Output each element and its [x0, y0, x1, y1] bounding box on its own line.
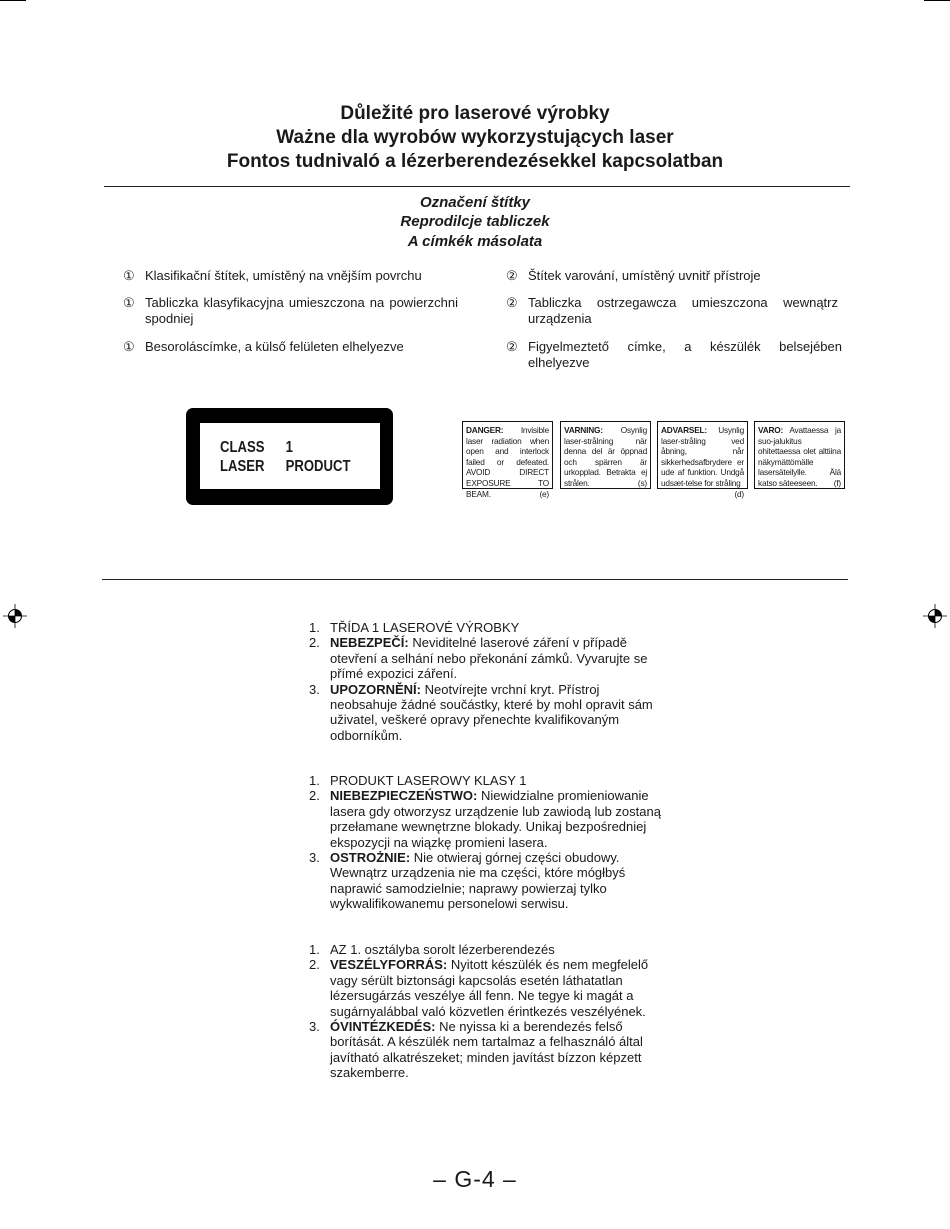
item-body: Neotvírejte vrchní kryt. Přístroj neobsahuje žádné součástky, které by mohl opravit sám uživatel, veškeré opravy přenechte kvalifikovaným odborníkům. — [330, 681, 653, 743]
item-bold: NIEBEZPIECZEŃSTWO: — [330, 788, 478, 804]
class-1-label — [200, 423, 380, 489]
warning-label-swedish — [560, 421, 651, 489]
circled-number: ① — [123, 268, 135, 283]
item-text — [330, 1019, 661, 1081]
label-item-text: Tabliczka klasyfikacyjna umieszczona na powierzchni spodniej — [145, 295, 458, 326]
warning-label-finnish — [754, 421, 845, 489]
list-item — [309, 957, 661, 1019]
label-item-text: Besoroláscímke, a külső felületen elhelyezve — [145, 339, 404, 354]
warning-label-danish — [657, 421, 748, 499]
item-body: TŘÍDA 1 LASEROVÉ VÝROBKY — [330, 620, 520, 635]
label-item-right-3 — [506, 339, 842, 371]
item-body: PRODUKT LASEROWY KLASY 1 — [330, 773, 527, 788]
label-item-left-3 — [123, 339, 458, 355]
circled-number: ② — [506, 268, 518, 283]
list-item — [309, 773, 661, 788]
item-number: 3. — [309, 1019, 320, 1035]
circled-number: ② — [506, 339, 518, 354]
circled-number: ① — [123, 295, 135, 310]
item-body: Nyitott készülék és nem megfelelő vagy sérült biztonsági kapcsolás esetén láthatatlan lézersugárzás veszélye áll fenn. Ne tegye ki magát a sugárnyalábbal való közvetlen érintkezés veszélyének. — [330, 957, 649, 1019]
label-item-left-2 — [123, 295, 458, 327]
list-item — [309, 1019, 661, 1081]
label-item-text: Tabliczka ostrzegawcza umieszczona wewnątrz urządzenia — [528, 295, 838, 326]
item-text — [330, 773, 661, 788]
item-text — [330, 850, 661, 912]
item-body: Neviditelné laserové záření v případě otevření a selhání nebo překonání zámků. Vyvarujte se přímé expozici záření. — [330, 635, 648, 682]
item-body: Niewidzialne promieniowanie lasera gdy otworzysz urządzenie lub zawiodą lub zostaną przełamane wewnętrzne blokady. Unikaj bezpośredniej ekspozycji na wiązkę promieni lasera. — [330, 788, 661, 850]
item-number: 2. — [309, 635, 320, 651]
label-item-text: Klasifikační štítek, umístěný na vnějším povrchu — [145, 268, 422, 283]
label-item-text: Štítek varování, umístěný uvnitř přístroje — [528, 268, 761, 283]
item-number: 2. — [309, 957, 320, 973]
class-label-number: 1 — [285, 439, 293, 456]
laser-notice-polish — [309, 773, 661, 912]
item-text — [330, 957, 661, 1019]
list-item — [309, 682, 661, 744]
warning-head: VARNING: — [564, 425, 603, 435]
crop-mark-top-left — [0, 0, 26, 2]
title-divider — [104, 186, 850, 187]
subtitle-polish: Reprodilcje tabliczek — [400, 213, 550, 230]
warning-code: (f) — [833, 477, 841, 488]
item-body: Ne nyissa ki a berendezés felső borítását. A készülék nem tartalmaz a felhasználó által javítható alkatrészeket; minden javítást bízzon képzett szakemberre. — [330, 1019, 643, 1081]
item-number: 1. — [309, 942, 320, 957]
product-label-text: PRODUCT — [285, 458, 351, 475]
laser-label-text: LASER — [220, 458, 265, 475]
warning-code: (s) — [637, 477, 647, 488]
label-item-right-2 — [506, 295, 838, 327]
warning-head: ADVARSEL: — [661, 425, 707, 435]
title-czech: Důležité pro laserové výrobky — [340, 103, 610, 124]
laser-notice-hungarian — [309, 942, 661, 1081]
label-item-left-1 — [123, 268, 458, 284]
warning-head: DANGER: — [466, 425, 504, 435]
list-item — [309, 942, 661, 957]
item-text — [330, 788, 661, 850]
item-number: 3. — [309, 850, 320, 866]
item-bold: VESZÉLYFORRÁS: — [330, 957, 448, 973]
registration-mark-right-icon — [923, 604, 947, 628]
item-number: 3. — [309, 681, 320, 697]
label-item-right-1 — [506, 268, 838, 284]
item-text — [330, 682, 661, 744]
item-text — [330, 620, 661, 635]
item-number: 1. — [309, 620, 320, 635]
list-item — [309, 788, 661, 850]
warning-body: Osynlig laser-strålning när denna del är öppnad och spärren är urkopplad. Betrakta ej strålen. — [564, 425, 647, 488]
item-body: AZ 1. osztályba sorolt lézerberendezés — [330, 942, 555, 957]
item-bold: NEBEZPEČÍ: — [330, 635, 409, 651]
crop-mark-top-right — [924, 0, 950, 2]
list-item — [309, 635, 661, 681]
title-polish: Ważne dla wyrobów wykorzystujących laser — [276, 127, 674, 148]
label-item-text: Figyelmeztető címke, a készülék belsejében elhelyezve — [528, 339, 842, 370]
warning-body: Invisible laser radiation when open and interlock failed or defeated. AVOID DIRECT EXPOSURE TO BEAM. — [466, 425, 549, 499]
item-bold: OSTROŻNIE: — [330, 850, 411, 866]
laser-notice-czech — [309, 620, 661, 743]
item-text — [330, 635, 661, 681]
item-number: 1. — [309, 773, 320, 788]
warning-code: (d) — [734, 488, 744, 499]
subtitle-czech: Označení štítky — [419, 194, 531, 211]
item-text — [330, 942, 661, 957]
class-label-text: CLASS — [220, 439, 265, 456]
warning-head: VARO: — [758, 425, 784, 435]
warning-label-english — [462, 421, 553, 499]
item-number: 2. — [309, 788, 320, 804]
title-hungarian: Fontos tudnivaló a lézerberendezésekkel kapcsolatban — [226, 151, 724, 172]
item-bold: UPOZORNĚNÍ: — [330, 681, 421, 697]
item-body: Nie otwieraj górnej części obudowy. Wewnątrz urządzenia nie ma części, które mógłbyś naprawić samodzielnie; naprawy powierzaj tylko wykwalifikowanemu personelowi serwisu. — [330, 850, 626, 912]
warning-code: (e) — [539, 488, 549, 499]
subtitle-hungarian: A címkék másolata — [407, 233, 543, 250]
list-item — [309, 850, 661, 912]
circled-number: ① — [123, 339, 135, 354]
item-bold: ÓVINTÉZKEDÉS: — [330, 1019, 436, 1035]
section-divider — [102, 579, 848, 580]
list-item — [309, 620, 661, 635]
warning-body: Avattaessa ja suo-jalukitus ohitettaessa olet alttiina näkymättömälle lasersäteilylle. Älä katso säteeseen. — [758, 425, 841, 488]
registration-mark-left-icon — [3, 604, 27, 628]
warning-body: Usynlig laser-stråling ved åbning, når sikkerhedsafbrydere er ude af funktion. Undgå udsæt-telse for stråling — [661, 425, 744, 488]
page-number: – G-4 – — [433, 1166, 517, 1192]
circled-number: ② — [506, 295, 518, 310]
